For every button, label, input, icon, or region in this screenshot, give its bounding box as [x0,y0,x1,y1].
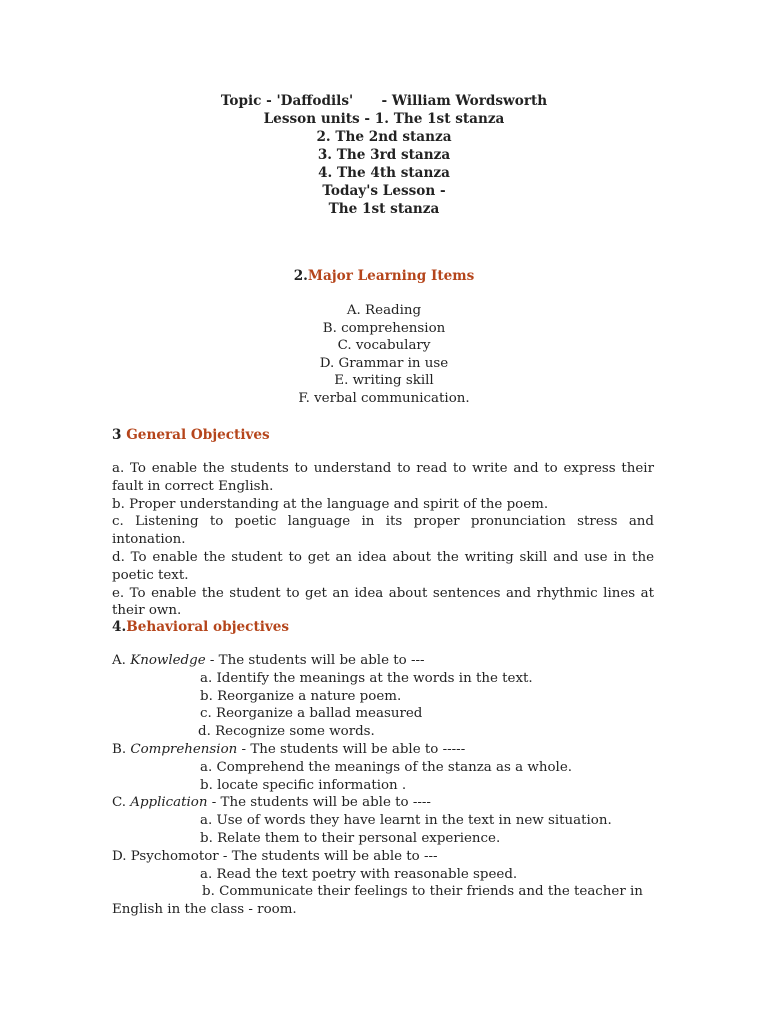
lesson-units-line: Lesson units - 1. The 1st stanza [263,111,505,127]
objective-category: C. Application - The students will be able to ---- [112,795,431,811]
list-item: a. Use of words they have learnt in the text in new situation. [200,813,612,829]
category-name: Comprehension [130,741,238,757]
list-item: c. Listening to poetic language in its proper pronunciation stress and intonation. [112,514,654,548]
objective-category: A. Knowledge - The students will be able to --- [112,653,425,668]
major-learning-heading [0,267,768,285]
objective-category: B. Comprehension - The students will be able to ----- [112,741,466,757]
category-name: Knowledge [130,653,206,668]
unit-4-line: 4. The 4th stanza [318,165,450,181]
todays-lesson-label: Today's Lesson - [322,183,446,199]
section-title: General Objectives [126,427,270,443]
major-learning-list [0,302,768,408]
category-name: Psychomotor [130,848,219,864]
topic-line: Topic - 'Daffodils' - William Wordsworth [220,93,548,109]
lesson-header [0,92,768,218]
list-item: a. Comprehend the meanings of the stanza as a whole. [200,759,573,775]
behavioral-objectives-heading [112,618,289,636]
general-objectives-heading [112,426,270,444]
list-item-continuation: English in the class - room. [112,902,297,918]
list-item: a. To enable the students to understand to read to write and to express their fault in correct English. [112,461,654,494]
list-item: b. Communicate their feelings to their friends and the teacher in [202,884,643,900]
category-name: Application [130,795,208,811]
todays-lesson-value: The 1st stanza [328,201,440,217]
section-number: 3 [112,427,127,443]
list-item: a. Read the text poetry with reasonable speed. [200,866,518,882]
list-item: D. Grammar in use [319,355,449,371]
list-item: d. Recognize some words. [198,724,375,740]
list-item: d. To enable the student to get an idea about the writing skill and use in the poetic text. [112,549,654,583]
objective-category: D. Psychomotor - The students will be able to --- [112,848,438,864]
unit-2-line: 2. The 2nd stanza [316,129,452,145]
section-number: 4. [112,619,127,635]
section-title: Major Learning Items [307,268,475,284]
list-item: b. Relate them to their personal experience. [200,830,501,846]
list-item: A. Reading [346,303,422,318]
list-item: b. Proper understanding at the language and spirit of the poem. [112,496,549,512]
list-item: e. To enable the student to get an idea about sentences and rhythmic lines at their own. [112,585,654,619]
list-item: b. locate specific information . [200,777,407,793]
section-number: 2. [293,268,308,284]
section-title: Behavioral objectives [126,619,290,635]
list-item: B. comprehension [322,320,446,336]
list-item: E. writing skill [334,373,434,389]
list-item: C. vocabulary [337,338,431,354]
list-item: a. Identify the meanings at the words in the text. [200,670,533,686]
list-item: b. Reorganize a nature poem. [200,688,402,704]
general-objectives-list [112,460,654,620]
list-item: F. verbal communication. [298,390,470,406]
list-item: c. Reorganize a ballad measured [200,706,423,722]
unit-3-line: 3. The 3rd stanza [317,147,451,163]
behavioral-objectives-list [112,652,654,919]
